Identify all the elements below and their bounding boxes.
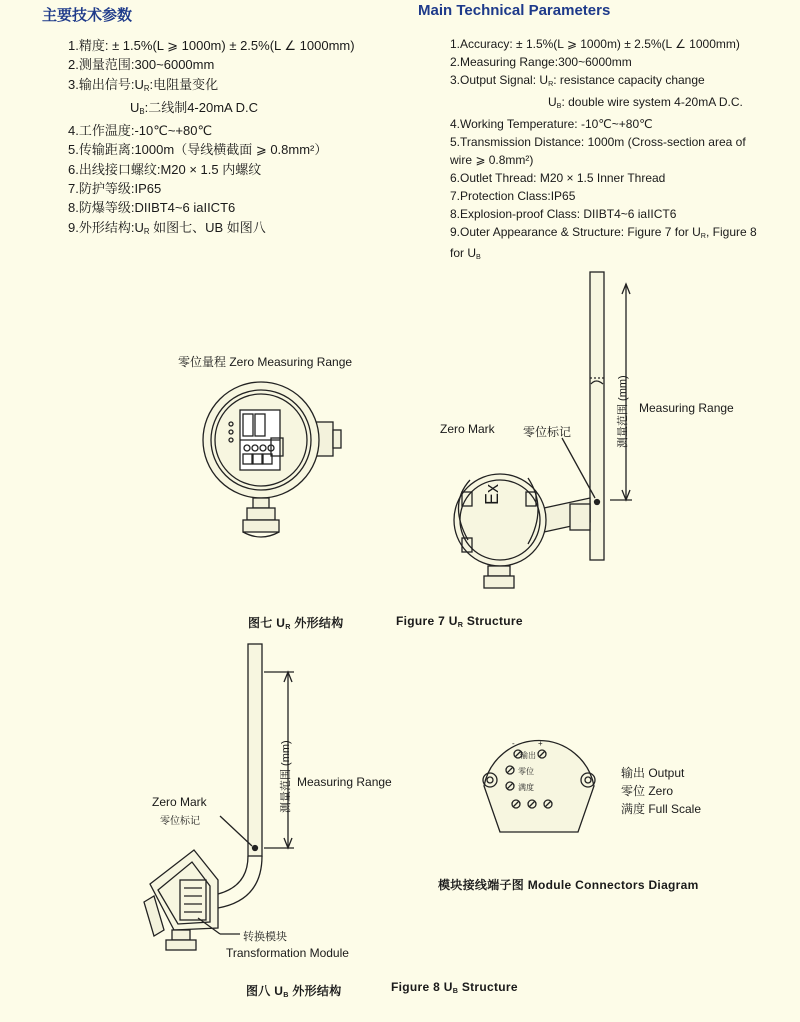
fig7-caption-cn: 图七 $U_R$ 外形结构 <box>248 616 344 631</box>
cn-param-temperature: 4.工作温度:-10℃~+80℃ <box>68 123 213 139</box>
cn-param-structure: 9.外形结构$:U_R$ 如图七、UB 如图八 <box>68 219 266 236</box>
fig7-zero-mark-en: Zero Mark <box>440 422 495 436</box>
module-term-full: 满度 <box>518 783 534 792</box>
module-caption: 模块接线端子图 Module Connectors Diagram <box>438 878 699 892</box>
cn-parameter-list <box>68 36 408 241</box>
cn-param-output-ub: $U_B$:二线制4-20mA D.C <box>130 99 259 116</box>
en-param-output-ub: $U_B$: double wire system 4-20mA D.C. <box>548 94 743 110</box>
ex-label: Ex <box>482 483 502 505</box>
fig7-front-view-drawing <box>195 380 365 550</box>
module-plus: + <box>538 739 543 748</box>
module-label-en: Transformation Module <box>226 946 349 960</box>
en-param-temperature: 4.Working Temperature: -10℃~+80℃ <box>450 116 653 131</box>
en-param-distance: 5.Transmission Distance: 1000m (Cross-section area of wire ⩾ 0.8mm²) <box>450 134 746 167</box>
fig8-range-cn: 测量范围 (mm) <box>280 740 292 813</box>
cn-param-distance: 5.传输距离:1000m（导线横截面 ⩾ 0.8mm²） <box>68 142 328 158</box>
section-title-cn: 主要技术参数 <box>42 7 133 24</box>
module-connector-drawing <box>474 728 604 838</box>
legend-output: 输出 Output <box>621 766 685 780</box>
en-param-accuracy: 1.Accuracy: ± 1.5%(L ⩾ 1000m) ± 2.5%(L ∠ 1000mm) <box>450 37 740 51</box>
module-minus: - <box>512 739 515 748</box>
legend-zero: 零位 Zero <box>621 784 674 798</box>
fig8-zero-mark-cn: 零位标记 <box>160 816 200 827</box>
cn-param-output: 3.输出信号$:U_R$:电阻量变化 <box>68 76 219 93</box>
en-parameter-list <box>450 35 770 266</box>
fig8-caption-cn: 图八 $U_B$ 外形结构 <box>246 984 342 999</box>
fig8-caption-en: Figure 8 $U_B$ Structure <box>391 980 518 995</box>
cn-param-explosion: 8.防爆等级:DIIBT4~6 iaIICT6 <box>68 200 236 216</box>
en-param-protection: 7.Protection Class:IP65 <box>450 188 576 203</box>
cn-param-accuracy: 1.精度: ± 1.5%(L ⩾ 1000m) ± 2.5%(L ∠ 1000mm) <box>68 38 355 53</box>
fig8-range-en: Measuring Range <box>297 775 392 789</box>
cn-param-protection: 7.防护等级:IP65 <box>68 180 162 196</box>
en-param-range: 2.Measuring Range:300~6000mm <box>450 55 632 69</box>
module-term-zero: 零位 <box>518 767 534 776</box>
section-title-en: Main Technical Parameters <box>418 2 611 19</box>
en-param-thread: 6.Outlet Thread: M20 × 1.5 Inner Thread <box>450 170 666 185</box>
en-param-explosion: 8.Explosion-proof Class: DIIBT4~6 iaIICT6 <box>450 206 677 221</box>
fig8-zero-mark-en: Zero Mark <box>152 795 207 809</box>
zero-measuring-range-label: 零位量程 Zero Measuring Range <box>178 355 353 369</box>
fig7-range-en: Measuring Range <box>639 401 734 415</box>
fig7-range-cn: 测量范围 (mm) <box>617 375 629 448</box>
cn-param-range: 2.测量范围:300~6000mm <box>68 57 215 73</box>
en-param-output: 3.Output Signal: $U_R$: resistance capacity change <box>450 73 705 88</box>
module-label-cn: 转换模块 <box>243 931 287 943</box>
fig7-zero-mark-cn: 零位标记 <box>523 425 572 439</box>
legend-full-scale: 满度 Full Scale <box>621 802 702 816</box>
cn-param-thread: 6.出线接口螺纹:M20 × 1.5 内螺纹 <box>68 161 262 177</box>
module-term-output: 输出 <box>520 751 536 760</box>
en-param-structure: 9.Outer Appearance & Structure: Figure 7 for $U_R$, Figure 8 for $U_B$ <box>450 224 757 262</box>
fig7-caption-en: Figure 7 $U_R$ Structure <box>396 614 523 629</box>
